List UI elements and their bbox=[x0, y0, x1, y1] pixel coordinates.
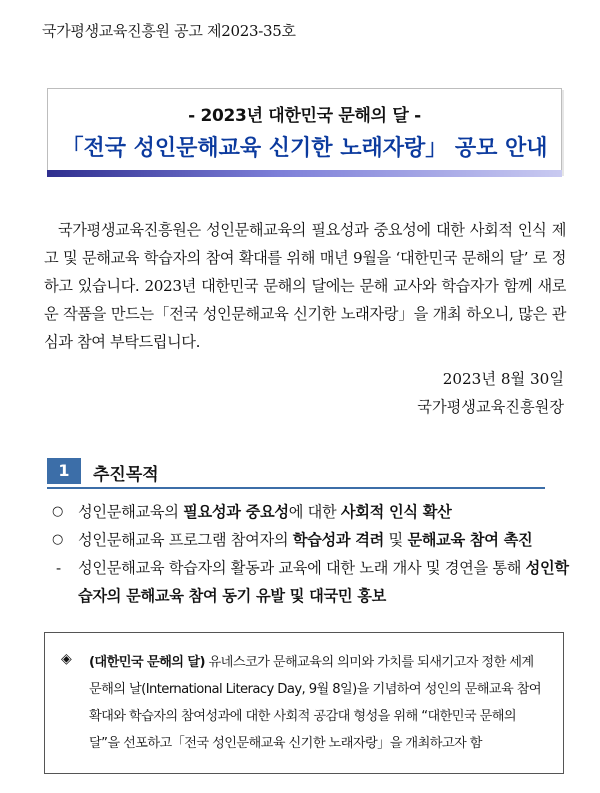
item-text: 성인문해교육 학습자의 활동과 교육에 대한 노래 개사 및 경연을 통해 bbox=[78, 559, 526, 577]
section-heading bbox=[47, 458, 562, 484]
diamond-bullet-icon: ◈ bbox=[61, 651, 72, 667]
purpose-list bbox=[52, 498, 572, 610]
section-title: 추진목적 bbox=[93, 465, 159, 485]
item-emphasis: 문해교육 참여 촉진 bbox=[407, 531, 533, 549]
item-text: 성인문해교육 프로그램 참여자의 bbox=[78, 531, 293, 549]
list-item bbox=[52, 526, 572, 554]
list-item bbox=[52, 498, 572, 526]
intro-text: 국가평생교육진흥원은 성인문해교육의 필요성과 중요성에 대한 사회적 인식 제고 및 문해교육 학습자의 참여 확대를 위해 매년 9월을 ‘대한민국 문해의 달’ 로 정하고 있습니다. 2023년 대한민국 문해의 달에는 문해 교사와 학습자가 함께 새로운 작품을 만드는「전국 성인문해교육 신기한 노래자랑」을 개최 하오니, 많은 관심과 참여 부탁드립니다. bbox=[44, 221, 566, 351]
title-box bbox=[47, 88, 562, 174]
circle-bullet-icon: ○ bbox=[52, 532, 64, 547]
page-title: 「전국 성인문해교육 신기한 노래자랑」 공모 안내 bbox=[61, 136, 548, 161]
title-subtitle: - 2023년 대한민국 문해의 달 - bbox=[188, 106, 421, 126]
item-emphasis: 성인학습자의 문해교육 참여 동기 유발 및 대국민 홍보 bbox=[78, 559, 569, 605]
item-text: 에 대한 bbox=[288, 503, 341, 521]
announcement-date: 2023년 8월 30일 bbox=[442, 370, 564, 388]
item-emphasis: 필요성과 중요성 bbox=[183, 503, 289, 521]
item-emphasis: 학습성과 격려 bbox=[292, 531, 384, 549]
note-text bbox=[89, 649, 545, 757]
title-underline-bar bbox=[47, 170, 562, 177]
item-text: 성인문해교육의 bbox=[78, 503, 184, 521]
note-box bbox=[44, 632, 564, 774]
section-number-badge: 1 bbox=[47, 458, 81, 484]
circle-bullet-icon: ○ bbox=[52, 504, 64, 519]
item-text: 및 bbox=[384, 531, 408, 549]
notice-number: 국가평생교육진흥원 공고 제2023-35호 bbox=[42, 22, 296, 40]
signing-organization: 국가평생교육진흥원장 bbox=[417, 398, 564, 416]
list-item bbox=[56, 554, 572, 610]
section-divider bbox=[47, 487, 545, 489]
note-heading: (대한민국 문해의 달) bbox=[89, 655, 205, 670]
note-body: 유네스코가 문해교육의 의미와 가치를 되새기고자 정한 세계 문해의 날(International Literacy Day, 9월 8일)을 기념하여 성인의 문해교육 참여 확대와 학습자의 참여성과에 대한 사회적 공감대 형성을 위해 “대한민국 문해의 달”을 선포하고「전국 성인문해교육 신기한 노래자랑」을 개최하고자 함 bbox=[89, 655, 542, 751]
intro-paragraph bbox=[44, 216, 566, 356]
dash-bullet-icon: - bbox=[56, 559, 61, 577]
item-emphasis: 사회적 인식 확산 bbox=[340, 503, 452, 521]
